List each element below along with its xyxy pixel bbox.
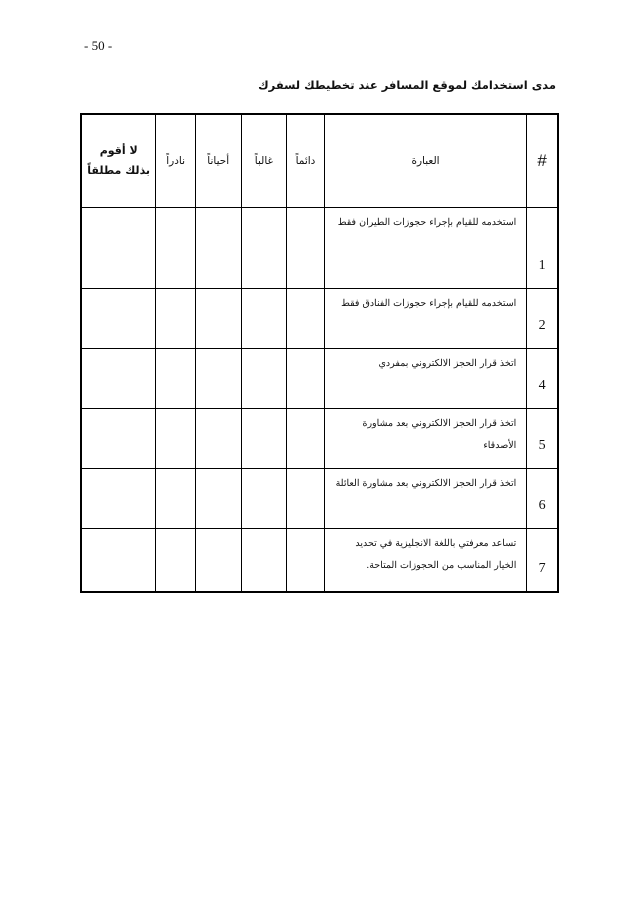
row-number: 7 [527,529,558,593]
answer-cell-rarely[interactable] [156,208,195,289]
answer-cell-always[interactable] [287,289,324,349]
answer-cell-often[interactable] [241,208,287,289]
row-number: 1 [527,208,558,289]
answer-cell-always[interactable] [287,469,324,529]
answer-cell-often[interactable] [241,289,287,349]
header-never: لا أقوم بذلك مطلقاً [81,114,156,208]
answer-cell-always[interactable] [287,529,324,593]
answer-cell-rarely[interactable] [156,349,195,409]
answer-cell-often[interactable] [241,469,287,529]
answer-cell-never[interactable] [81,529,156,593]
answer-cell-never[interactable] [81,469,156,529]
row-statement: استخدمه للقيام بإجراء حجوزات الفنادق فقط [324,289,527,349]
answer-cell-rarely[interactable] [156,409,195,469]
table-row [81,349,558,409]
answer-cell-often[interactable] [241,409,287,469]
table-row [81,409,558,469]
survey-table [80,113,559,593]
answer-cell-always[interactable] [287,349,324,409]
answer-cell-often[interactable] [241,349,287,409]
answer-cell-never[interactable] [81,409,156,469]
answer-cell-often[interactable] [241,529,287,593]
answer-cell-sometimes[interactable] [195,409,241,469]
table-row [81,469,558,529]
answer-cell-never[interactable] [81,289,156,349]
row-statement: اتخذ قرار الحجز الالكتروني بعد مشاورة الأصدقاء [324,409,527,469]
table-row [81,289,558,349]
answer-cell-rarely[interactable] [156,289,195,349]
answer-cell-sometimes[interactable] [195,289,241,349]
row-statement: اتخذ قرار الحجز الالكتروني بمفردي [324,349,527,409]
row-number: 4 [527,349,558,409]
row-number: 2 [527,289,558,349]
answer-cell-sometimes[interactable] [195,349,241,409]
answer-cell-sometimes[interactable] [195,469,241,529]
table-row [81,208,558,289]
answer-cell-always[interactable] [287,208,324,289]
answer-cell-always[interactable] [287,409,324,469]
header-often: غالباً [241,114,287,208]
header-rarely: نادراً [156,114,195,208]
answer-cell-rarely[interactable] [156,469,195,529]
row-number: 6 [527,469,558,529]
table-header-row [81,114,558,208]
row-statement: اتخذ قرار الحجز الالكتروني بعد مشاورة العائلة [324,469,527,529]
header-statement: العبارة [324,114,527,208]
header-sometimes: أحياناً [195,114,241,208]
section-heading: مدى استخدامك لموقع المسافر عند تخطيطك لسفرك [258,78,556,92]
page-number: - 50 - [84,38,113,53]
row-statement: تساعد معرفتي باللغة الانجليزية في تحديد الخيار المناسب من الحجوزات المتاحة. [324,529,527,593]
table-row [81,529,558,593]
answer-cell-sometimes[interactable] [195,208,241,289]
row-number: 5 [527,409,558,469]
row-statement: استخدمه للقيام بإجراء حجوزات الطيران فقط [324,208,527,289]
answer-cell-never[interactable] [81,349,156,409]
answer-cell-sometimes[interactable] [195,529,241,593]
answer-cell-rarely[interactable] [156,529,195,593]
header-always: دائماً [287,114,324,208]
header-number: # [527,114,558,208]
answer-cell-never[interactable] [81,208,156,289]
